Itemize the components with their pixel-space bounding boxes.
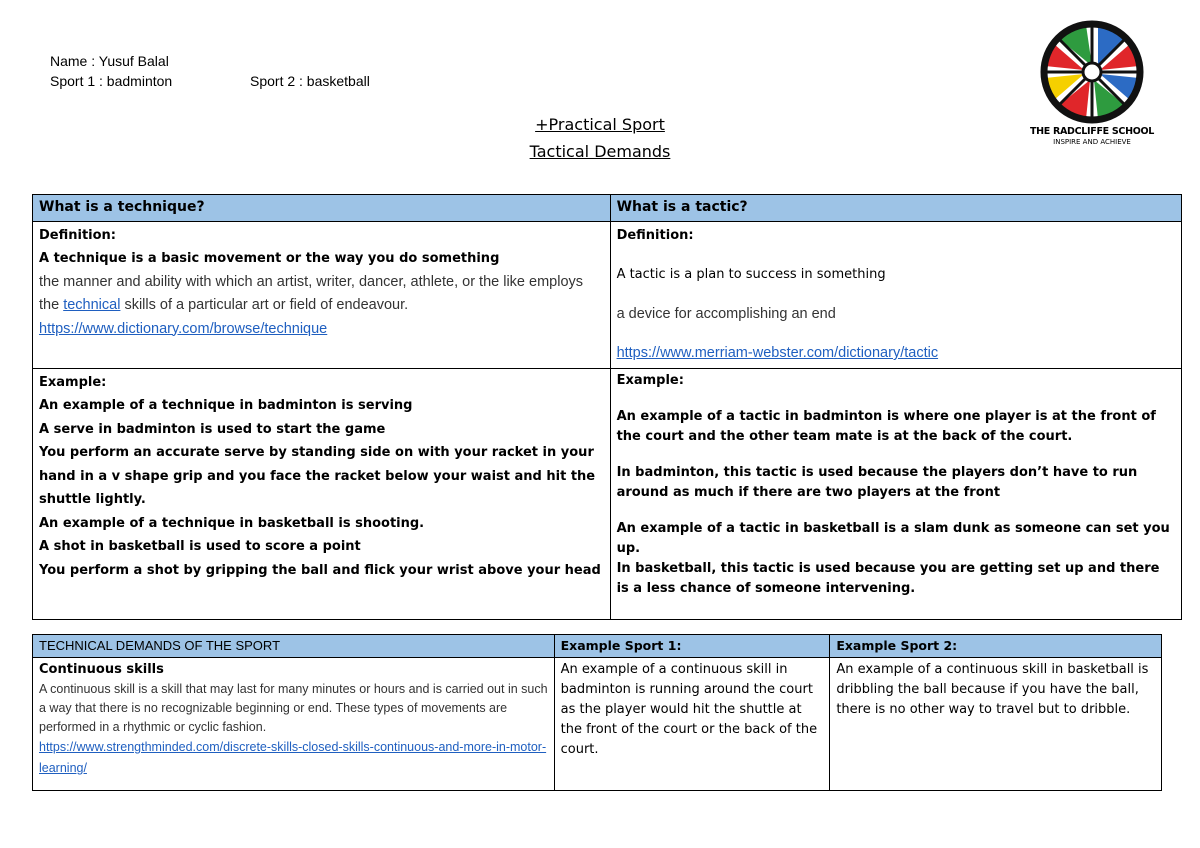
technical-demands-header: TECHNICAL DEMANDS OF THE SPORT	[33, 635, 555, 658]
tactic-definition-text: a device for accomplishing an end	[616, 305, 836, 322]
technique-definition-label: Definition:	[39, 227, 117, 243]
continuous-skills-source-link[interactable]: https://www.strengthminded.com/discrete-skills-closed-skills-continuous-and-more-in-motor-learning/	[39, 740, 547, 775]
technique-tactic-table	[32, 194, 1182, 620]
continuous-skills-title: Continuous skills	[39, 662, 164, 677]
technique-example-line: An example of a technique in badminton is serving	[39, 398, 413, 413]
sport-1-example-cell: An example of a continuous skill in badminton is running around the court as the player would hit the shuttle at the front of the court or the back of the court.	[554, 658, 830, 791]
technique-source-link[interactable]: https://www.dictionary.com/browse/technique	[39, 320, 328, 337]
technical-link[interactable]: technical	[63, 297, 121, 313]
technique-example-line: An example of a technique in basketball is shooting.	[39, 515, 425, 531]
page-title: +Practical Sport	[535, 115, 665, 134]
school-name: THE RADCLIFFE SCHOOL	[1029, 126, 1155, 137]
student-name: Name : Yusuf Balal	[50, 53, 169, 69]
technique-example-line: You perform an accurate serve by standing side on with your racket in your hand in a v shape grip and you face the racket below your waist and hit the shuttle lightly.	[39, 445, 596, 507]
tactic-example-label: Example:	[616, 372, 684, 388]
example-sport-1-header: Example Sport 1:	[554, 635, 830, 658]
tactic-example-cell	[610, 368, 1181, 619]
tactic-definition-bold: A tactic is a plan to success in something	[616, 267, 886, 282]
continuous-skills-cell	[33, 658, 555, 791]
tactic-example-paragraph: An example of a tactic in basketball is a slam dunk as someone can set you up.	[616, 520, 1170, 556]
school-motto: INSPIRE AND ACHIEVE	[1053, 138, 1131, 146]
continuous-skills-description: A continuous skill is a skill that may last for many minutes or hours and is carried out in such a way that there is no recognizable beginning or end. These types of movements are performed in a rhythmic or cyclic fashion.	[39, 682, 548, 734]
tactic-definition-label: Definition:	[616, 227, 694, 243]
technique-example-line: A shot in basketball is used to score a point	[39, 539, 361, 554]
tactic-example-paragraph: In badminton, this tactic is used because the players don’t have to run around as much if there are two players at the front	[616, 464, 1138, 500]
tactic-example-paragraph: An example of a tactic in badminton is where one player is at the front of the court and the other team mate is at the back of the court.	[616, 408, 1156, 444]
example-sport-2-header: Example Sport 2:	[830, 635, 1162, 658]
technique-example-line: A serve in badminton is used to start the game	[39, 421, 386, 437]
technique-column-header: What is a technique?	[33, 195, 611, 222]
tactic-column-header: What is a tactic?	[610, 195, 1181, 222]
page-subtitle: Tactical Demands	[529, 142, 671, 161]
technical-demands-table	[32, 634, 1162, 791]
technique-definition-text: the manner and ability with which an artist, writer, dancer, athlete, or the like employs the technical skills of a particular art or field of endeavour.	[39, 273, 584, 313]
tactic-source-link[interactable]: https://www.merriam-webster.com/dictionary/tactic	[616, 345, 939, 361]
technique-example-label: Example:	[39, 374, 107, 390]
technique-example-cell	[33, 368, 611, 619]
tactic-definition-cell	[610, 221, 1181, 368]
technique-example-line: You perform a shot by gripping the ball and flick your wrist above your head	[39, 562, 601, 578]
technique-definition-cell	[33, 221, 611, 368]
sport-2-example-cell: An example of a continuous skill in basketball is dribbling the ball because if you have the ball, there is no other way to travel but to dribble.	[830, 658, 1162, 791]
sport-2-label: Sport 2 : basketball	[250, 73, 370, 89]
sport-1-label: Sport 1 : badminton	[50, 73, 173, 89]
tactic-example-paragraph: In basketball, this tactic is used because you are getting set up and there is a less chance of someone intervening.	[616, 560, 1160, 596]
technique-definition-bold: A technique is a basic movement or the way you do something	[39, 251, 500, 266]
